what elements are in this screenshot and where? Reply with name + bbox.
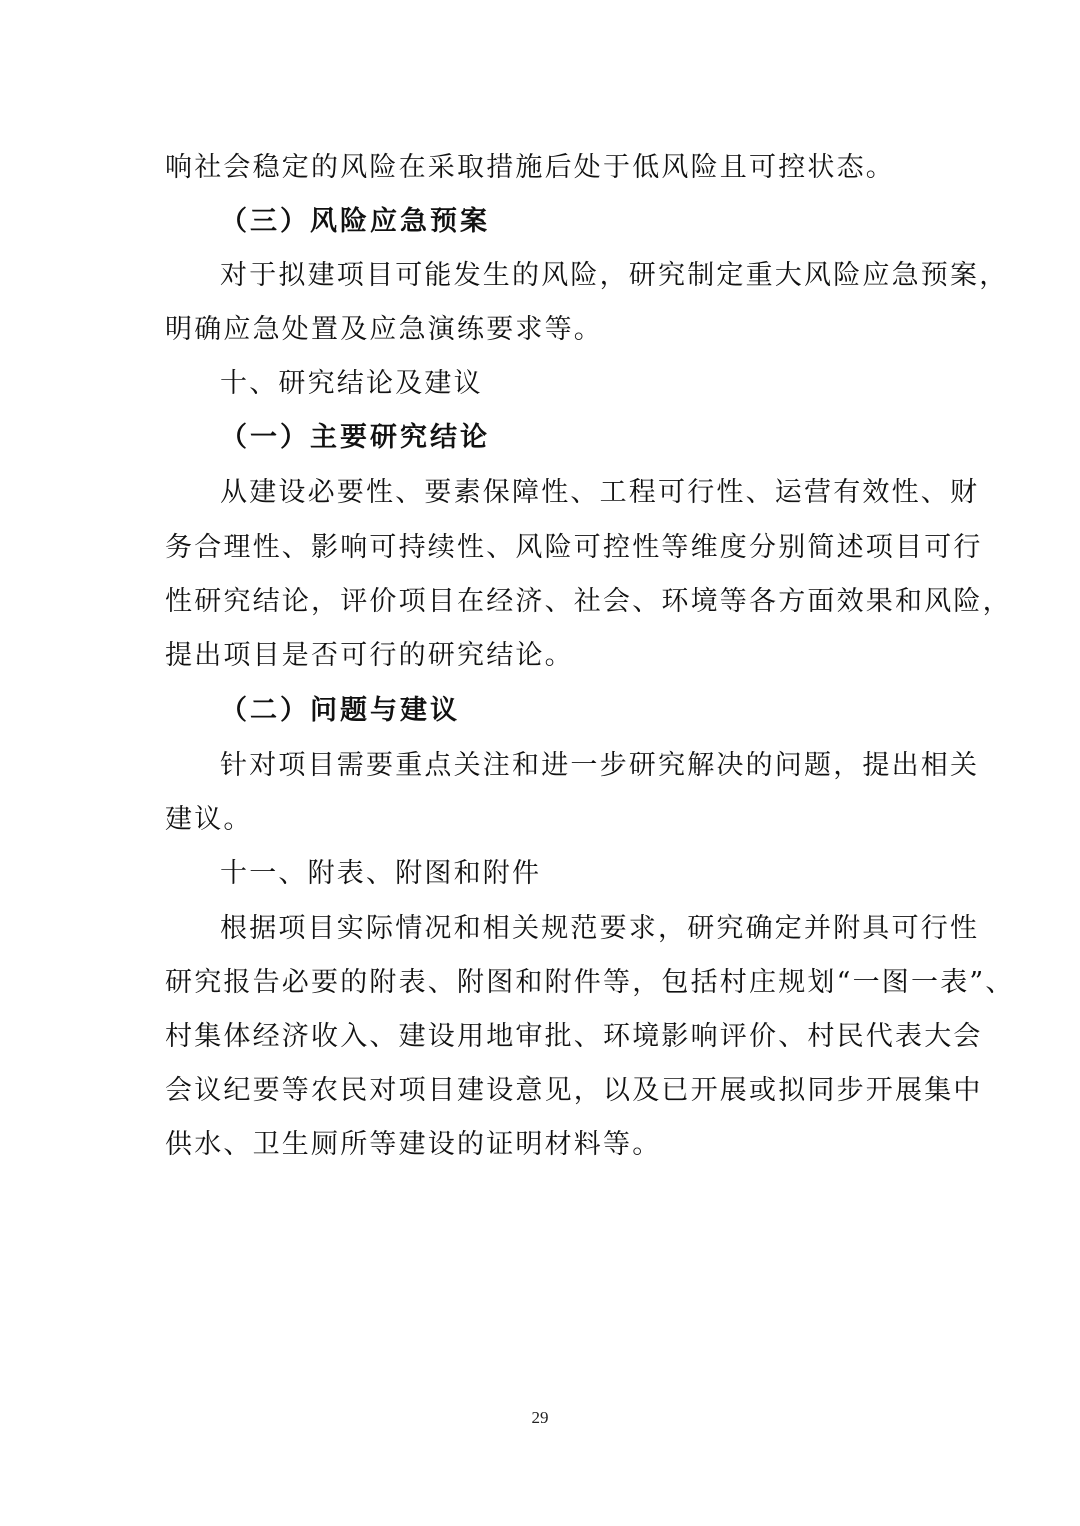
paragraph-line: 从建设必要性、要素保障性、工程可行性、运营有效性、财 bbox=[220, 477, 980, 508]
section-heading-10-2: （二）问题与建议 bbox=[220, 695, 460, 726]
paragraph-line: 响社会稳定的风险在采取措施后处于低风险且可控状态。 bbox=[165, 152, 895, 183]
chapter-heading-10: 十、研究结论及建议 bbox=[220, 368, 483, 399]
paragraph-line: 根据项目实际情况和相关规范要求，研究确定并附具可行性 bbox=[220, 913, 980, 944]
paragraph-line: 研究报告必要的附表、附图和附件等，包括村庄规划“一图一表”、 bbox=[165, 967, 1015, 998]
chapter-heading-11: 十一、附表、附图和附件 bbox=[220, 858, 542, 889]
paragraph-line: 针对项目需要重点关注和进一步研究解决的问题，提出相关 bbox=[220, 750, 980, 781]
paragraph-line: 村集体经济收入、建设用地审批、环境影响评价、村民代表大会 bbox=[165, 1021, 983, 1052]
paragraph-line: 提出项目是否可行的研究结论。 bbox=[165, 640, 574, 671]
section-heading-3-emergency-plan: （三）风险应急预案 bbox=[220, 206, 490, 237]
paragraph-line: 明确应急处置及应急演练要求等。 bbox=[165, 314, 603, 345]
section-heading-10-1: （一）主要研究结论 bbox=[220, 422, 490, 453]
paragraph-line: 务合理性、影响可持续性、风险可控性等维度分别简述项目可行 bbox=[165, 532, 983, 563]
paragraph-line: 会议纪要等农民对项目建设意见，以及已开展或拟同步开展集中 bbox=[165, 1075, 983, 1106]
page-number: 29 bbox=[531, 1408, 549, 1427]
paragraph-line: 性研究结论，评价项目在经济、社会、环境等各方面效果和风险， bbox=[165, 586, 1012, 617]
paragraph-line: 建议。 bbox=[165, 804, 253, 835]
paragraph-line: 对于拟建项目可能发生的风险，研究制定重大风险应急预案， bbox=[220, 260, 1009, 291]
paragraph-line: 供水、卫生厕所等建设的证明材料等。 bbox=[165, 1129, 662, 1160]
